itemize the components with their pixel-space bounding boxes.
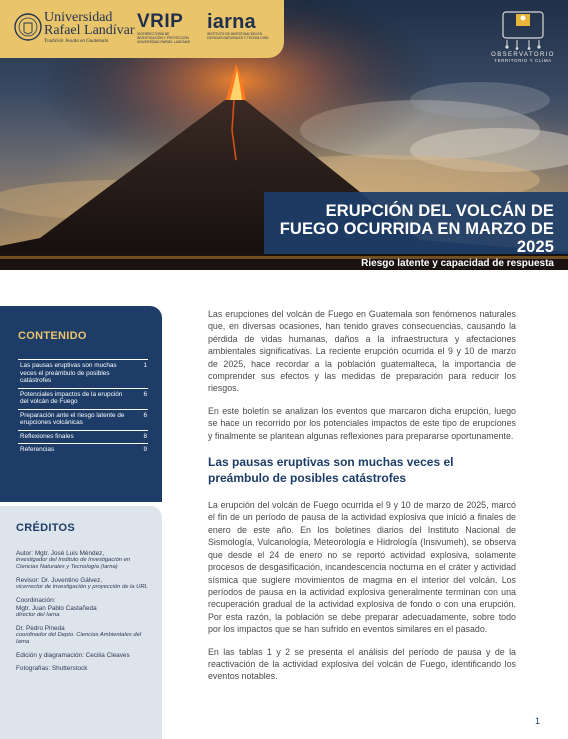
section-paragraph-1: La erupción del volcán de Fuego ocurrida el 9 y 10 de marzo de 2025, marcó el fin de un período de pausa de la actividad explosiva que inició a finales de enero de este año. En los boletines diarios del Instituto Nacional de Sismología, Vulcanología, Meteorología e Hidrología (Insivumeh), se observa que desde el 24 de enero no se reportó actividad explosiva, solamente procesos de desgasificación, incandescencia nocturna en el cráter y actividad sísmica que sugiere movimientos de magma en el interior del volcán. Los períodos de pausa en la actividad explosiva generalmente terminan con una recuperación gradual de la actividad explosiva de fondo o con una erupción. Por esta razón, la población se debe preparar adecuadamente, sobre todo por los impactos que se han sufrido en eventos similares en el pasado. <box>208 500 516 635</box>
toc-item-label: Potenciales impactos de la erupción del volcán de Fuego <box>20 390 123 405</box>
credit-photos: Fotografías: Shutterstock <box>16 665 88 673</box>
toc-item-label: Referencias <box>20 446 55 453</box>
university-name <box>44 11 135 45</box>
table-of-contents <box>0 306 162 502</box>
university-line1: Universidad <box>44 10 113 25</box>
university-seal-icon <box>14 11 42 43</box>
observatory-network-icon <box>499 10 547 50</box>
vrip-subtitle: VICERRECTORÍA DE INVESTIGACIÓN Y PROYECCIÓN UNIVERSIDAD RAFAEL LANDÍVAR <box>137 32 191 44</box>
iarna-subtitle: INSTITUTO DE INVESTIGACIÓN EN CIENCIAS NATURALES Y TECNOLOGÍA <box>207 32 269 40</box>
page-title: ERUPCIÓN DEL VOLCÁN DE FUEGO OCURRIDA EN MARZO DE 2025 <box>279 202 554 256</box>
page-number: 1 <box>535 716 541 726</box>
toc-item-page: 6 <box>143 390 147 398</box>
credit-reviewer <box>16 577 152 591</box>
hero-image <box>0 0 568 270</box>
observatory-line1: OBSERVATORIO <box>491 52 555 58</box>
main-content <box>208 308 516 693</box>
toc-item[interactable] <box>18 388 148 409</box>
toc-item[interactable] <box>18 409 148 430</box>
credit-reviewer-role: vicerrector de investigación y proyección de la URL <box>16 584 148 591</box>
iarna-logo <box>207 12 269 40</box>
observatory-logo <box>488 10 558 63</box>
credits-heading: CRÉDITOS <box>16 522 76 534</box>
iarna-text: iarna <box>207 11 256 33</box>
credit-coordination <box>16 597 152 619</box>
credit-coordination2-role: coordinador del Depto. Ciencias Ambientales del Iarna <box>16 632 142 646</box>
toc-item[interactable] <box>18 443 148 457</box>
toc-item-label: Preparación ante el riesgo latente de erupciones volcánicas <box>20 411 125 426</box>
section-paragraph-2: En las tablas 1 y 2 se presenta el análisis del período de pausa y de la reactivación de la actividad explosiva del volcán de Fuego, identificando los eventos notables. <box>208 646 516 682</box>
toc-item-label: Las pausas eruptivas son muchas veces el preámbulo de posibles catástrofes <box>20 362 117 384</box>
credit-author-role: investigador del Instituto de Investigación en Ciencias Naturales y Tecnología (Iarna) <box>16 557 131 571</box>
toc-item-label: Reflexiones finales <box>20 432 74 440</box>
vrip-text: VRIP <box>137 11 184 32</box>
toc-item[interactable] <box>18 359 148 388</box>
toc-item-page: 8 <box>143 432 147 440</box>
logo-bar <box>0 0 284 58</box>
credit-author-name: Autor: Mgtr. José Luis Méndez, <box>16 550 105 557</box>
credit-coordination-role: director del Iarna <box>16 612 60 619</box>
page-subtitle: Riesgo latente y capacidad de respuesta <box>361 258 554 269</box>
toc-item-page: 1 <box>143 362 147 369</box>
credit-reviewer-name: Revisor: Dr. Juventino Gálvez, <box>16 577 102 584</box>
title-banner <box>264 192 568 269</box>
toc-item-page: 6 <box>143 411 147 419</box>
vrip-logo <box>137 12 193 44</box>
toc-item[interactable] <box>18 430 148 444</box>
university-line2: Rafael Landívar <box>44 23 135 38</box>
credit-author <box>16 550 152 571</box>
toc-item-page: 9 <box>143 446 147 453</box>
credit-layout: Edición y diagramación: Cecilia Cleaves <box>16 651 130 659</box>
section-heading: Las pausas eruptivas son muchas veces el preámbulo de posibles catástrofes <box>208 455 454 486</box>
sidebar <box>0 306 162 739</box>
credit-coordination2-name: Dr. Pedro Pineda <box>16 624 65 632</box>
credits-panel <box>0 506 162 739</box>
credit-coordination-name: Mgtr. Juan Pablo Castañeda <box>16 604 97 612</box>
university-tagline: Tradición Jesuita en Guatemala <box>44 39 109 44</box>
intro-paragraph-1: Las erupciones del volcán de Fuego en Guatemala son fenómenos naturales que, en diversas ocasiones, han tenido graves consecuencias, causando la pérdida de vidas humanas, daños a la infraestructura y afectaciones ambientales significativas. La reciente erupción ocurrida el 9 y 10 de marzo de 2025, hace recordar a la población guatemalteca, la importancia de comprender sus efectos y las medidas de preparación para reducir los riesgos. <box>208 309 516 394</box>
intro-paragraph-2: En este boletín se analizan los eventos que marcaron dicha erupción, luego se hace un recorrido por los potenciales impactos de este tipo de erupciones y finalmente se plantean algunas reflexiones para prepararse oportunamente. <box>208 405 516 441</box>
credit-coordination-label: Coordinación: <box>16 597 56 605</box>
credit-coordination-2 <box>16 625 152 646</box>
observatory-line2: TERRITORIO Y CLIMA <box>494 58 552 63</box>
toc-heading: CONTENIDO <box>18 330 87 342</box>
